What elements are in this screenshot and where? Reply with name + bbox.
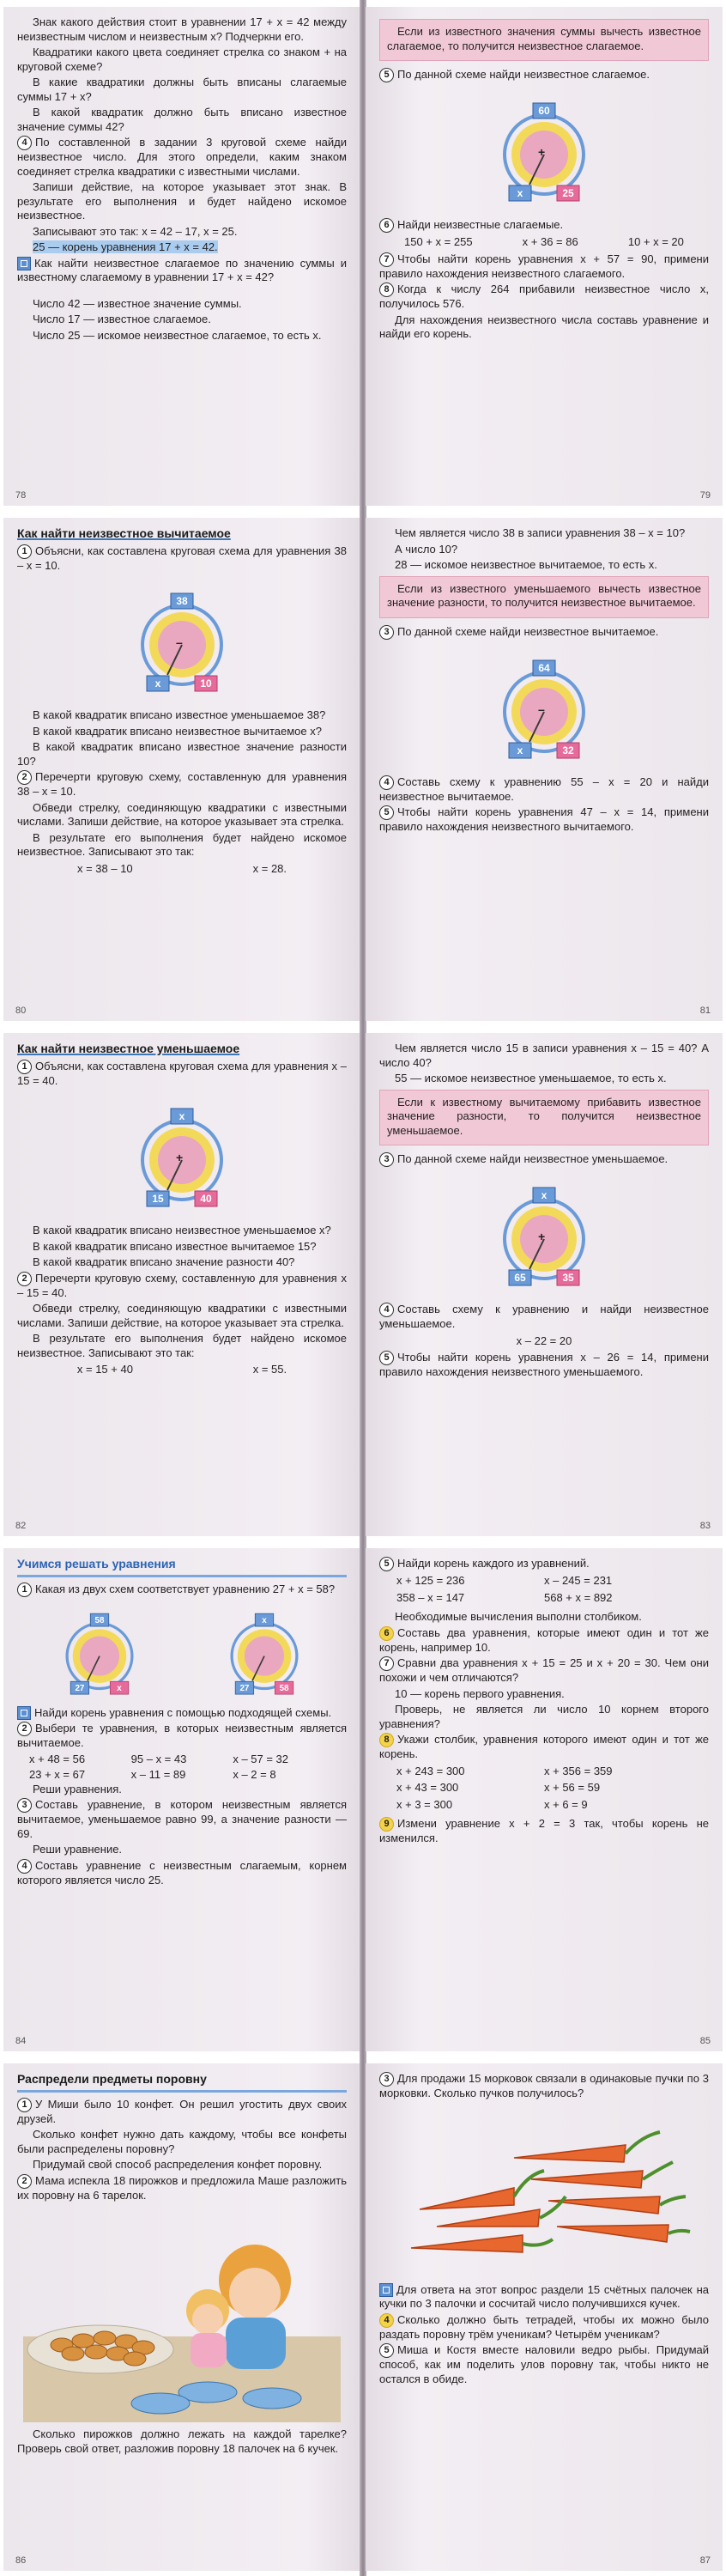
svg-text:–: – <box>538 702 545 716</box>
equation: 23 + x = 67 <box>29 1768 86 1782</box>
rule-box <box>379 1090 709 1146</box>
task-number: 5 <box>379 805 394 820</box>
task-number: 4 <box>379 775 394 790</box>
task-number: 3 <box>17 1798 32 1813</box>
task-number: 9 <box>379 1817 394 1832</box>
text: Чтобы найти корень уравнения x – 26 = 14, примени правило нахождения неизвестного уменьшаемого. <box>379 1351 709 1379</box>
task-number: 6 <box>379 218 394 233</box>
scheme-left-value: x <box>517 744 523 756</box>
equation: 358 – x = 147 <box>396 1590 465 1604</box>
text: В какой квадратик вписано известное вычитаемое 15? <box>33 1239 317 1253</box>
scheme-right-value: 58 <box>279 1683 289 1693</box>
title-underline <box>17 2090 347 2093</box>
task-number: 5 <box>379 1557 394 1571</box>
text: Для ответа на этот вопрос раздели 15 счётных палочек на кучки по 3 палочки и сосчитай число получившихся кучек. <box>379 2282 709 2311</box>
page-number: 82 <box>15 1521 27 1531</box>
text: Укажи столбик, уравнения которого имеют один и тот же корень. <box>379 1733 709 1761</box>
equation: x + 243 = 300 <box>396 1764 465 1777</box>
text: Реши уравнение. <box>33 1843 123 1856</box>
text: Сколько конфет нужно дать каждому, чтобы все конфеты были распределены поровну? <box>17 2128 347 2155</box>
page-78 <box>3 7 360 506</box>
equations-row <box>379 235 709 250</box>
text: Число 25 — искомое неизвестное слагаемое, то есть x. <box>33 328 322 342</box>
text: Число 17 — известное слагаемое. <box>33 313 211 326</box>
text: В результате его выполнения будет найдено искомое неизвестное. Записывают это так: <box>17 1332 347 1359</box>
text: Составь уравнение, в котором неизвестным является вычитаемое, уменьшаемое равно 99, а значение разности — 69. <box>17 1798 347 1840</box>
scheme-top-value: 64 <box>538 661 550 674</box>
circular-scheme-diagram-b <box>204 1599 324 1706</box>
section-title: Как найти неизвестное уменьшаемое <box>17 1042 240 1055</box>
text: По составленной в задании 3 круговой схеме найди неизвестное число. Для этого определи, каким знаком соединяет стрелка квадратики с известными числами. <box>17 136 347 178</box>
text: Запиши действие, на которое указывает этот знак. В результате его выполнения и будет найдено искомое неизвестное. <box>17 180 347 222</box>
scheme-right-value: 40 <box>200 1193 212 1206</box>
equation: x = 55. <box>252 1363 287 1376</box>
task-number: 4 <box>17 1859 32 1874</box>
rule-text: Если из известного значения суммы вычесть известное слагаемое, то получится неизвестное слагаемое. <box>387 25 701 52</box>
equation: x + 6 = 9 <box>544 1797 588 1811</box>
rule-text: Если из известного уменьшаемого вычесть известное значение разности, то получится неизвестное вычитаемое. <box>387 581 701 609</box>
scheme-left-value: x <box>154 677 161 690</box>
text: Измени уравнение x + 2 = 3 так, чтобы корень не изменился. <box>379 1817 709 1845</box>
text: Найди корень уравнения с помощью подходящей схемы. <box>34 1705 332 1719</box>
scheme-top-value: 38 <box>176 595 188 608</box>
spread-80-81 <box>0 511 726 1026</box>
text: Чтобы найти корень уравнения x + 57 = 90, примени правило нахождения неизвестного слагаемого. <box>379 252 709 280</box>
page-number: 80 <box>15 1005 27 1016</box>
page-81 <box>366 518 723 1021</box>
text: В какой квадратик вписано неизвестное уменьшаемое x? <box>33 1224 331 1237</box>
scheme-right-value: 32 <box>562 744 574 756</box>
equation: x + 48 = 56 <box>29 1752 86 1765</box>
text: Объясни, как составлена круговая схема для уравнения x – 15 = 40. <box>17 1059 347 1087</box>
text: Для продажи 15 морковок связали в одинаковые пучки по 3 морковки. Сколько пучков получилось? <box>379 2072 709 2100</box>
page-83 <box>366 1033 723 1536</box>
equation: x + 56 = 59 <box>544 1781 601 1795</box>
equation: x + 36 = 86 <box>522 235 578 249</box>
circular-scheme-diagram <box>471 86 617 215</box>
equation: x + 3 = 300 <box>396 1797 453 1811</box>
page-number: 78 <box>15 490 27 501</box>
task-number: 4 <box>17 136 32 150</box>
text: Обведи стрелку, соединяющую квадратики с известными числами. Запиши действие, на которое указывает эта стрелка. <box>17 1302 347 1329</box>
circular-scheme-diagram <box>471 643 617 772</box>
spread-78-79 <box>0 0 726 511</box>
section-title: Распредели предметы поровну <box>17 2072 207 2086</box>
title-underline <box>17 1575 347 1577</box>
scheme-right-value: 35 <box>562 1272 574 1285</box>
page-number: 84 <box>15 2036 27 2046</box>
equations-grid <box>379 1574 709 1605</box>
text: Необходимые вычисления выполни столбиком. <box>395 1610 642 1624</box>
equation: x + 43 = 300 <box>396 1781 459 1795</box>
text: Знак какого действия стоит в уравнении 17 + x = 42 между неизвестным числом и неизвестным x? Подчеркни его. <box>17 15 347 43</box>
task-number: 4 <box>379 1303 394 1317</box>
equation: x = 38 – 10 <box>76 861 133 875</box>
task-number: 7 <box>379 1656 394 1671</box>
equation: x – 22 = 20 <box>516 1334 572 1347</box>
equation: x + 356 = 359 <box>544 1764 613 1777</box>
circular-scheme-diagram <box>109 1091 255 1220</box>
scheme-right-value: 10 <box>200 677 212 690</box>
scheme-right-value: 25 <box>562 187 574 200</box>
text: Сколько должно быть тетрадей, чтобы их можно было раздать поровну трём ученикам? Четырём ученикам? <box>379 2312 709 2341</box>
task-icon <box>379 2283 393 2297</box>
text: Миша и Костя вместе наловили ведро рыбы. Придумай способ, как им поделить улов поровну так, чтобы никто не остался в обиде. <box>379 2343 709 2385</box>
equation: x – 57 = 32 <box>233 1752 289 1765</box>
text: Составь схему к уравнению 55 – x = 20 и найди неизвестное вычитаемое. <box>379 775 709 803</box>
svg-text:+: + <box>538 1230 546 1244</box>
scheme-left-value: 27 <box>75 1683 85 1693</box>
equation: 95 – x = 43 <box>130 1752 187 1765</box>
page-number: 83 <box>699 1521 711 1531</box>
page-number: 86 <box>15 2555 27 2566</box>
equations-row <box>17 862 347 877</box>
equations-row <box>17 1363 347 1377</box>
page-86 <box>3 2063 360 2571</box>
task-number: 1 <box>17 2098 32 2112</box>
text: Реши уравнения. <box>33 1782 122 1795</box>
task-number: 3 <box>379 1152 394 1167</box>
task-number: 2 <box>17 770 32 785</box>
equation: x + 125 = 236 <box>396 1574 465 1588</box>
text: Чем является число 15 в записи уравнения x – 15 = 40? А число 40? <box>379 1042 709 1069</box>
text: Записывают это так: x = 42 – 17, x = 25. <box>33 224 238 238</box>
equations-grid <box>17 1753 347 1783</box>
equation: x – 245 = 231 <box>544 1574 613 1588</box>
svg-text:+: + <box>176 1151 184 1165</box>
rule-box <box>379 19 709 61</box>
text: Найди корень каждого из уравнений. <box>397 1557 590 1570</box>
svg-text:–: – <box>176 635 183 650</box>
text: Число 42 — известное значение суммы. <box>33 296 242 310</box>
text: Обведи стрелку, соединяющую квадратики с известными числами. Запиши действие, на которое указывает эта стрелка. <box>17 800 347 829</box>
text: 28 — искомое неизвестное вычитаемое, то есть x. <box>395 558 657 571</box>
task-number: 2 <box>17 2174 32 2189</box>
scheme-right-value: x <box>117 1683 122 1693</box>
page-number: 85 <box>699 2036 711 2046</box>
text: Проверь, не является ли число 10 корнем второго уравнения? <box>379 1703 709 1730</box>
page-85 <box>366 1548 723 2051</box>
page-number: 79 <box>699 490 711 501</box>
scheme-left-value: x <box>517 187 523 200</box>
text: Выбери те уравнения, в которых неизвестным является вычитаемое. <box>17 1722 347 1750</box>
page-82 <box>3 1033 360 1536</box>
text: Придумай свой способ распределения конфет поровну. <box>33 2158 323 2172</box>
task-number: 5 <box>379 2343 394 2358</box>
task-number: 6 <box>379 1626 394 1641</box>
task-number: 8 <box>379 1733 394 1747</box>
task-number: 1 <box>17 1583 32 1597</box>
equation: x – 2 = 8 <box>233 1768 276 1782</box>
text: Составь два уравнения, которые имеют один и тот же корень, например 10. <box>379 1625 709 1654</box>
page-84 <box>3 1548 360 2051</box>
text: Мама испекла 18 пирожков и предложила Маше разложить их поровну на 6 тарелок. <box>17 2173 347 2202</box>
carrots-illustration <box>385 2106 703 2278</box>
page-number: 87 <box>699 2555 711 2566</box>
text: В какой квадратик вписано известное значение разности 10? <box>17 740 347 768</box>
task-number: 1 <box>17 544 32 559</box>
spread-82-83 <box>0 1026 726 1541</box>
text: 55 — искомое неизвестное уменьшаемое, то есть x. <box>395 1072 667 1084</box>
task-number: 5 <box>379 1351 394 1365</box>
text: В результате его выполнения будет найдено искомое неизвестное. Записывают это так: <box>17 830 347 859</box>
scheme-left-value: 65 <box>514 1272 526 1285</box>
task-number: 3 <box>379 2072 394 2087</box>
equation: 10 + x = 20 <box>627 235 684 249</box>
text: Перечерти круговую схему, составленную для уравнения 38 – x = 10. <box>17 770 347 799</box>
text: Чем является число 38 в записи уравнения 38 – x = 10? <box>395 526 686 539</box>
section-title: Как найти неизвестное вычитаемое <box>17 526 231 540</box>
text: Как найти неизвестное слагаемое по значению суммы и известному слагаемому в уравнении 17 + x = 42? <box>17 256 347 284</box>
task-number: 7 <box>379 252 394 267</box>
text: Для нахождения неизвестного числа составь уравнение и найди его корень. <box>379 313 709 341</box>
equation: 568 + x = 892 <box>544 1590 613 1604</box>
task-number: 8 <box>379 283 394 297</box>
text: В какой квадратик вписано неизвестное вычитаемое x? <box>33 724 322 738</box>
task-icon <box>17 1706 31 1720</box>
equation: x = 15 + 40 <box>76 1363 133 1376</box>
text: По данной схеме найди неизвестное уменьшаемое. <box>397 1152 669 1165</box>
task-number: 1 <box>17 1060 32 1074</box>
circular-scheme-diagram <box>109 576 255 705</box>
page-87 <box>366 2063 723 2571</box>
page-80 <box>3 518 360 1021</box>
schemes-pair <box>17 1599 347 1706</box>
spread-86-87 <box>0 2057 726 2576</box>
equation: x – 11 = 89 <box>130 1768 186 1782</box>
scheme-top-value: 60 <box>538 105 550 118</box>
text: А число 10? <box>395 542 458 556</box>
text: По данной схеме найди неизвестное вычитаемое. <box>397 624 659 638</box>
spread-84-85 <box>0 1541 726 2057</box>
scheme-top-value: x <box>541 1189 548 1202</box>
text: Составь уравнение с неизвестным слагаемым, корнем которого является число 25. <box>17 1858 347 1886</box>
text: У Миши было 10 конфет. Он решил угостить двух своих друзей. <box>17 2097 347 2125</box>
text: Сколько пирожков должно лежать на каждой тарелке? Проверь свой ответ, разложив поровну 18 палочек на 6 кучек. <box>17 2427 347 2455</box>
task-number: 2 <box>17 1272 32 1286</box>
rule-text: Если к известному вычитаемому прибавить известное значение разности, то получится неизвестное уменьшаемое. <box>387 1095 701 1137</box>
text: В какие квадратики должны быть вписаны слагаемые суммы 17 + x? <box>17 76 347 103</box>
text: По данной схеме найди неизвестное слагаемое. <box>397 68 650 81</box>
equation: 150 + x = 255 <box>404 235 473 249</box>
text: Составь схему к уравнению и найди неизвестное уменьшаемое. <box>379 1303 709 1331</box>
scheme-left-value: 27 <box>239 1683 250 1693</box>
text: Перечерти круговую схему, составленную для уравнения x – 15 = 40. <box>17 1271 347 1299</box>
task-number: 2 <box>17 1722 32 1736</box>
section-title: Учимся решать уравнения <box>17 1557 176 1571</box>
circular-scheme-diagram-a <box>39 1599 160 1706</box>
svg-text:+: + <box>538 145 546 160</box>
text: Чтобы найти корень уравнения 47 – x = 14, примени правило нахождения неизвестного вычитаемого. <box>379 805 709 834</box>
circular-scheme-diagram <box>471 1170 617 1299</box>
text: В какой квадратик вписано известное уменьшаемое 38? <box>33 708 326 722</box>
task-number: 4 <box>379 2313 394 2328</box>
text: 10 — корень первого уравнения. <box>395 1686 565 1700</box>
scheme-top-value: x <box>178 1110 185 1123</box>
question-icon <box>17 257 31 270</box>
text: В какой квадратик вписано значение разности 40? <box>33 1255 295 1269</box>
scheme-top-value: x <box>262 1615 267 1625</box>
text: Квадратики какого цвета соединяет стрелка со знаком + на круговой схеме? <box>17 46 347 73</box>
text: В какой квадратик должно быть вписано известное значение суммы 42? <box>17 106 347 133</box>
scheme-top-value: 58 <box>94 1615 105 1625</box>
text: Какая из двух схем соответствует уравнению 27 + x = 58? <box>35 1582 336 1595</box>
page-79 <box>366 7 723 506</box>
children-with-pies-illustration <box>23 2208 341 2422</box>
page-number: 81 <box>699 1005 711 1016</box>
rule-box <box>379 576 709 618</box>
task-number: 5 <box>379 68 394 82</box>
highlighted-answer: 25 — корень уравнения 17 + x = 42. <box>33 240 218 254</box>
scheme-left-value: 15 <box>152 1193 164 1206</box>
equations-grid <box>379 1765 709 1813</box>
text: Когда к числу 264 прибавили неизвестное число x, получилось 576. <box>379 283 709 311</box>
text: Объясни, как составлена круговая схема для уравнения 38 – x = 10. <box>17 544 347 572</box>
text: Найди неизвестные слагаемые. <box>397 218 564 232</box>
text: Сравни два уравнения x + 15 = 25 и x + 20 = 30. Чем они похожи и чем отличаются? <box>379 1656 709 1685</box>
equation: x = 28. <box>252 861 287 875</box>
task-number: 3 <box>379 625 394 640</box>
